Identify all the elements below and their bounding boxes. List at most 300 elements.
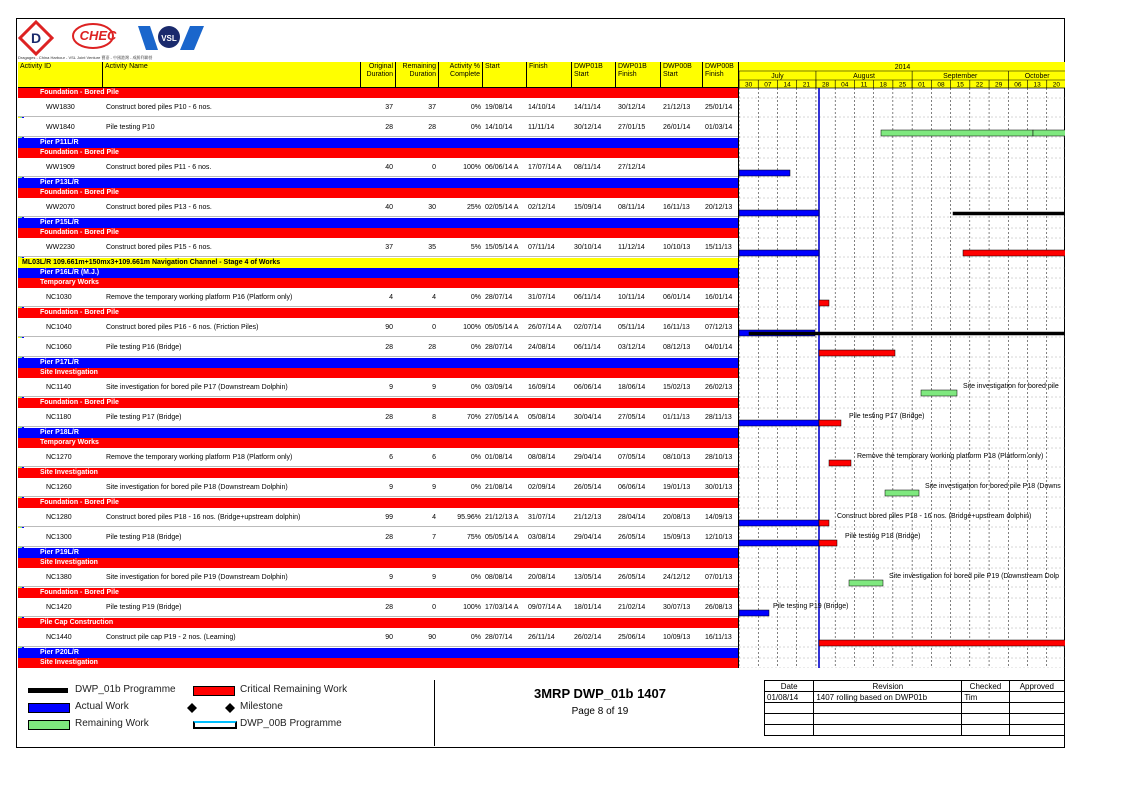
activity-id: NC1180 xyxy=(46,413,72,421)
wbs-band-label: Pier P19L/R xyxy=(40,549,79,556)
original-duration: 37 xyxy=(385,243,393,251)
remaining-duration: 28 xyxy=(428,343,436,351)
original-duration: 6 xyxy=(389,453,393,461)
timescale-year: 2014 xyxy=(894,64,911,71)
start-date: 21/12/13 A xyxy=(485,513,519,521)
legend-swatch-dwp01b xyxy=(28,688,68,693)
timescale-day: 01 xyxy=(918,81,926,89)
start-date: 02/05/14 A xyxy=(485,203,519,211)
legend-dwp01b: DWP_01b Programme xyxy=(75,684,176,695)
timescale-month: September xyxy=(943,73,978,80)
critical-bar xyxy=(819,520,829,526)
start-date: 27/05/14 A xyxy=(485,413,519,421)
legend-swatch-remaining xyxy=(28,720,70,730)
percent-complete: 100% xyxy=(463,163,481,171)
remaining-duration: 9 xyxy=(432,573,436,581)
legend-swatch-milestone xyxy=(186,702,246,714)
legend-swatch-actual xyxy=(28,703,70,713)
percent-complete: 70% xyxy=(466,413,481,421)
dwp01b-start: 21/12/13 xyxy=(574,513,602,521)
activity-row[interactable] xyxy=(18,528,738,547)
gantt-chart xyxy=(738,62,1065,668)
percent-complete: 0% xyxy=(470,293,481,301)
activity-row[interactable] xyxy=(18,378,738,397)
original-duration: 28 xyxy=(385,343,393,351)
finish-date: 07/11/14 xyxy=(528,243,555,251)
legend-actual: Actual Work xyxy=(75,701,129,712)
logo-dragages: D xyxy=(30,30,42,46)
dwp01b-start: 06/11/14 xyxy=(574,343,601,351)
dwp01b-finish: 26/05/14 xyxy=(618,573,646,581)
finish-date: 31/07/14 xyxy=(528,293,556,301)
activity-name: Pile testing P10 xyxy=(106,123,155,131)
wbs-band[interactable] xyxy=(18,308,738,318)
wbs-band-label: Foundation - Bored Pile xyxy=(40,189,119,196)
activity-id: NC1060 xyxy=(46,343,72,351)
timescale-day: 06 xyxy=(1014,81,1022,89)
critical-bar xyxy=(963,250,1065,256)
gantt-canvas xyxy=(739,62,1065,668)
dwp01b-finish: 21/02/14 xyxy=(618,603,646,611)
activity-row[interactable] xyxy=(18,238,738,257)
timescale-day: 15 xyxy=(956,81,964,89)
bar-label: Remove the temporary working platform P18 (Platform only) xyxy=(857,453,1044,460)
original-duration: 40 xyxy=(385,163,393,171)
dwp00b-finish: 28/10/13 xyxy=(705,453,733,461)
rev-description: 1407 rolling based on DWP01b xyxy=(814,692,962,703)
dwp01b-finish: 08/11/14 xyxy=(618,203,645,211)
critical-bar xyxy=(819,350,895,356)
actual-bar xyxy=(739,170,790,176)
wbs-band-label: Site Investigation xyxy=(40,559,98,566)
bar-label: Site investigation for bored pile P19 (Downstream Dolp xyxy=(889,573,1060,580)
dwp00b-start: 21/12/13 xyxy=(663,103,691,111)
legend-swatch-critical xyxy=(193,686,235,696)
activity-row[interactable] xyxy=(18,318,738,337)
dwp00b-finish: 04/01/14 xyxy=(705,343,733,351)
col-finish[interactable]: Finish xyxy=(526,62,571,88)
wbs-band[interactable] xyxy=(18,268,738,278)
timescale-month: October xyxy=(1024,73,1050,80)
revision-block xyxy=(764,680,1065,748)
dwp01b-finish: 03/12/14 xyxy=(618,343,646,351)
dwp01b-start: 06/11/14 xyxy=(574,293,601,301)
activity-id: WW2070 xyxy=(46,203,75,211)
activity-id: NC1260 xyxy=(46,483,72,491)
activity-row[interactable] xyxy=(18,338,738,357)
activity-id: WW1840 xyxy=(46,123,75,131)
actual-bar xyxy=(739,540,819,546)
dwp00b-finish: 12/10/13 xyxy=(705,533,733,541)
activity-row[interactable] xyxy=(18,118,738,137)
col-original-duration[interactable]: Original Duration xyxy=(360,62,395,88)
page-number: Page 8 of 19 xyxy=(571,706,629,717)
activity-row[interactable] xyxy=(18,98,738,117)
finish-date: 26/11/14 xyxy=(528,633,555,641)
wbs-band-label: Temporary Works xyxy=(40,439,99,446)
original-duration: 9 xyxy=(389,483,393,491)
activity-name: Remove the temporary working platform P18 (Platform only) xyxy=(106,453,293,461)
remaining-bar xyxy=(921,390,957,396)
remaining-duration: 0 xyxy=(432,323,436,331)
col-dwp00b-finish[interactable]: DWP00B Finish xyxy=(702,62,738,88)
wbs-band[interactable] xyxy=(18,88,738,98)
dwp01b-finish: 05/11/14 xyxy=(618,323,645,331)
dwp01b-finish: 07/05/14 xyxy=(618,453,646,461)
original-duration: 90 xyxy=(385,633,393,641)
rev-checked: Tim xyxy=(962,692,1009,703)
legend-milestone: Milestone xyxy=(240,701,283,712)
remaining-bar xyxy=(885,490,919,496)
wbs-band-label: Pier P15L/R xyxy=(40,219,79,226)
col-dwp01b-finish[interactable]: DWP01B Finish xyxy=(615,62,660,88)
timescale-day: 07 xyxy=(764,81,772,89)
dwp01b-start: 26/02/14 xyxy=(574,633,602,641)
wbs-band[interactable] xyxy=(18,218,738,228)
critical-bar xyxy=(819,300,829,306)
wbs-band[interactable] xyxy=(18,548,738,558)
dwp00b-finish: 28/11/13 xyxy=(705,413,732,421)
timescale-day: 20 xyxy=(1052,81,1060,89)
dwp00b-finish xyxy=(705,158,738,176)
wbs-band-label: Foundation - Bored Pile xyxy=(40,399,119,406)
wbs-band-label: Site Investigation xyxy=(40,659,98,666)
activity-row[interactable] xyxy=(18,478,738,497)
original-duration: 28 xyxy=(385,123,393,131)
title-block xyxy=(434,680,765,746)
percent-complete: 0% xyxy=(470,453,481,461)
dwp00b-start: 06/01/14 xyxy=(663,293,691,301)
col-dwp00b-start[interactable]: DWP00B Start xyxy=(660,62,702,88)
remaining-duration: 90 xyxy=(428,633,436,641)
wbs-band[interactable] xyxy=(18,178,738,188)
timescale-day: 25 xyxy=(898,81,907,89)
wbs-band-label: Pier P16L/R (M.J.) xyxy=(40,269,100,276)
actual-bar xyxy=(739,250,819,256)
original-duration: 28 xyxy=(385,413,393,421)
rev-header-approved: Approved xyxy=(1009,681,1064,692)
wbs-band[interactable] xyxy=(18,438,738,448)
dwp01b-start: 26/05/14 xyxy=(574,483,602,491)
dwp01b-start: 06/06/14 xyxy=(574,383,602,391)
remaining-duration: 8 xyxy=(432,413,436,421)
report-title: 3MRP DWP_01b 1407 xyxy=(534,686,666,701)
start-date: 05/05/14 A xyxy=(485,323,519,331)
dwp00b-start: 30/07/13 xyxy=(663,603,691,611)
wbs-band[interactable] xyxy=(18,228,738,238)
dwp00b-finish: 07/12/13 xyxy=(705,323,733,331)
activity-row[interactable] xyxy=(18,508,738,527)
dwp00b-start xyxy=(663,158,703,176)
activity-id: NC1140 xyxy=(46,383,72,391)
percent-complete: 5% xyxy=(470,243,481,251)
original-duration: 4 xyxy=(389,293,393,301)
activity-name: Construct bored piles P16 - 6 nos. (Friction Piles) xyxy=(106,323,259,331)
critical-bar xyxy=(829,460,851,466)
original-duration: 9 xyxy=(389,573,393,581)
dwp00b-finish: 15/11/13 xyxy=(705,243,732,251)
wbs-band[interactable] xyxy=(18,618,738,628)
remaining-duration: 30 xyxy=(428,203,436,211)
revision-table xyxy=(764,680,1065,736)
remaining-duration: 9 xyxy=(432,383,436,391)
dwp00b-finish: 14/09/13 xyxy=(705,513,733,521)
finish-date: 17/07/14 A xyxy=(528,163,562,171)
activity-row[interactable] xyxy=(18,198,738,217)
percent-complete: 95.96% xyxy=(457,513,481,521)
dwp01b-finish: 27/05/14 xyxy=(618,413,646,421)
dwp01b-start: 02/07/14 xyxy=(574,323,602,331)
dwp01b-finish: 18/06/14 xyxy=(618,383,646,391)
remaining-duration: 4 xyxy=(432,513,436,521)
activity-id: WW2230 xyxy=(46,243,75,251)
timescale-day: 14 xyxy=(783,81,791,89)
wbs-band[interactable] xyxy=(18,588,738,598)
wbs-band[interactable] xyxy=(18,138,738,148)
dwp00b-start: 10/10/13 xyxy=(663,243,691,251)
legend-dwp00b: DWP_00B Programme xyxy=(240,718,342,729)
activity-name: Pile testing P17 (Bridge) xyxy=(106,413,182,421)
legend-critical: Critical Remaining Work xyxy=(240,684,348,695)
rev-date: 01/08/14 xyxy=(765,692,814,703)
remaining-duration: 9 xyxy=(432,483,436,491)
original-duration: 37 xyxy=(385,103,393,111)
activity-name: Site investigation for bored pile P18 (Downstream Dolphin) xyxy=(106,483,288,491)
wbs-band[interactable] xyxy=(18,558,738,568)
dwp01b-start: 15/09/14 xyxy=(574,203,602,211)
activity-name: Construct pile cap P19 - 2 nos. (Learning) xyxy=(106,633,236,641)
finish-date: 05/08/14 xyxy=(528,413,556,421)
activity-row[interactable] xyxy=(18,158,738,177)
rev-header-date: Date xyxy=(765,681,814,692)
activity-id: NC1380 xyxy=(46,573,72,581)
dwp01b-start: 08/11/14 xyxy=(574,163,601,171)
remaining-duration: 37 xyxy=(428,103,436,111)
activity-name: Construct bored piles P10 - 6 nos. xyxy=(106,103,212,111)
percent-complete: 100% xyxy=(463,323,481,331)
start-date: 15/05/14 A xyxy=(485,243,519,251)
wbs-band-label: ML03L/R 109.661m+150mx3+109.661m Navigation Channel - Stage 4 of Works xyxy=(22,259,281,266)
activity-id: NC1300 xyxy=(46,533,72,541)
wbs-band-label: Foundation - Bored Pile xyxy=(40,149,119,156)
dwp00b-start: 20/08/13 xyxy=(663,513,691,521)
actual-bar xyxy=(739,420,819,426)
start-date: 03/09/14 xyxy=(485,383,513,391)
actual-bar xyxy=(739,610,769,616)
dwp01b-bar xyxy=(953,212,1065,215)
timescale-day: 11 xyxy=(860,81,868,89)
wbs-band[interactable] xyxy=(18,398,738,408)
wbs-band-label: Foundation - Bored Pile xyxy=(40,89,119,96)
original-duration: 9 xyxy=(389,383,393,391)
col-remaining-duration[interactable]: Remaining Duration xyxy=(395,62,438,88)
activity-id: NC1420 xyxy=(46,603,72,611)
dwp01b-finish: 10/11/14 xyxy=(618,293,645,301)
original-duration: 28 xyxy=(385,533,393,541)
dwp01b-start: 14/11/14 xyxy=(574,103,601,111)
percent-complete: 0% xyxy=(470,123,481,131)
wbs-band[interactable] xyxy=(18,428,738,438)
dwp01b-finish: 26/05/14 xyxy=(618,533,646,541)
start-date: 28/07/14 xyxy=(485,293,513,301)
dwp01b-start: 30/10/14 xyxy=(574,243,602,251)
rev-header-revision: Revision xyxy=(814,681,962,692)
percent-complete: 100% xyxy=(463,603,481,611)
wbs-band[interactable] xyxy=(18,358,738,368)
dwp01b-finish: 27/01/15 xyxy=(618,123,646,131)
activity-row[interactable] xyxy=(18,598,738,617)
rev-header-checked: Checked xyxy=(962,681,1009,692)
col-dwp01b-start[interactable]: DWP01B Start xyxy=(571,62,615,88)
start-date: 19/08/14 xyxy=(485,103,513,111)
legend-remaining: Remaining Work xyxy=(75,718,149,729)
original-duration: 90 xyxy=(385,323,393,331)
start-date: 28/07/14 xyxy=(485,633,513,641)
wbs-band-label: Pier P17L/R xyxy=(40,359,79,366)
logo-vsl: VSL xyxy=(161,34,177,43)
finish-date: 31/07/14 xyxy=(528,513,556,521)
dwp00b-start: 16/11/13 xyxy=(663,323,690,331)
finish-date: 08/08/14 xyxy=(528,453,556,461)
wbs-band-label: Temporary Works xyxy=(40,279,99,286)
timescale-day: 30 xyxy=(745,81,753,89)
activity-name: Construct bored piles P15 - 6 nos. xyxy=(106,243,212,251)
dwp00b-start: 16/11/13 xyxy=(663,203,690,211)
wbs-band-label: Foundation - Bored Pile xyxy=(40,589,119,596)
dwp00b-start: 10/09/13 xyxy=(663,633,691,641)
bar-label: Pile testing P19 (Bridge) xyxy=(773,603,849,610)
wbs-band[interactable] xyxy=(18,468,738,478)
percent-complete: 75% xyxy=(466,533,481,541)
actual-bar xyxy=(739,520,819,526)
original-duration: 99 xyxy=(385,513,393,521)
start-date: 17/03/14 A xyxy=(485,603,519,611)
dwp00b-finish: 20/12/13 xyxy=(705,203,733,211)
activity-row[interactable] xyxy=(18,448,738,467)
wbs-band-label: Pier P18L/R xyxy=(40,429,79,436)
percent-complete: 0% xyxy=(470,343,481,351)
timescale-day: 29 xyxy=(995,81,1003,89)
critical-bar xyxy=(819,640,1065,646)
dwp01b-start: 29/04/14 xyxy=(574,453,602,461)
rev-approved xyxy=(1009,692,1064,703)
percent-complete: 25% xyxy=(466,203,481,211)
logo-tagline: Dragages - China Harbour - VSL Joint Venture 寶嘉 - 中國港灣 - 威勝利聯營 xyxy=(18,55,153,60)
finish-date: 02/12/14 xyxy=(528,203,556,211)
finish-date: 11/11/14 xyxy=(528,123,555,131)
wbs-band[interactable] xyxy=(18,148,738,158)
remaining-duration: 4 xyxy=(432,293,436,301)
finish-date: 20/08/14 xyxy=(528,573,556,581)
percent-complete: 0% xyxy=(470,103,481,111)
wbs-band[interactable] xyxy=(18,648,738,658)
critical-bar xyxy=(819,420,841,426)
dwp00b-start: 15/02/13 xyxy=(663,383,691,391)
bar-label: Pile testing P17 (Bridge) xyxy=(849,413,925,420)
dwp00b-start: 15/09/13 xyxy=(663,533,691,541)
activity-name: Pile testing P16 (Bridge) xyxy=(106,343,182,351)
timescale-day: 21 xyxy=(802,81,810,89)
wbs-band[interactable] xyxy=(18,258,738,268)
bar-label: Site investigation for bored pile xyxy=(963,383,1059,390)
activity-id: NC1040 xyxy=(46,323,72,331)
bar-label: Construct bored piles P18 - 16 nos. (Bridge+upstream dolphin) xyxy=(837,513,1032,520)
col-activity-id[interactable]: Activity ID xyxy=(20,63,52,70)
dwp00b-finish: 01/03/14 xyxy=(705,123,733,131)
col-percent-complete[interactable]: Activity % Complete xyxy=(438,62,482,88)
dwp00b-start: 08/10/13 xyxy=(663,453,691,461)
start-date: 14/10/14 xyxy=(485,123,513,131)
logo-chec: CHEC xyxy=(79,28,117,43)
timescale-day: 08 xyxy=(937,81,945,89)
wbs-band-label: Foundation - Bored Pile xyxy=(40,229,119,236)
activity-name: Pile testing P18 (Bridge) xyxy=(106,533,182,541)
wbs-band-label: Pile Cap Construction xyxy=(40,619,114,626)
start-date: 08/08/14 xyxy=(485,573,513,581)
remaining-duration: 6 xyxy=(432,453,436,461)
legend xyxy=(18,680,433,746)
dwp00b-start: 08/12/13 xyxy=(663,343,691,351)
dwp00b-finish: 16/11/13 xyxy=(705,633,732,641)
wbs-band-label: Site Investigation xyxy=(40,469,98,476)
activity-row[interactable] xyxy=(18,568,738,587)
start-date: 21/08/14 xyxy=(485,483,513,491)
wbs-band[interactable] xyxy=(18,498,738,508)
start-date: 01/08/14 xyxy=(485,453,513,461)
activity-id: NC1440 xyxy=(46,633,72,641)
col-activity-name[interactable]: Activity Name xyxy=(102,62,360,88)
remaining-duration: 35 xyxy=(428,243,436,251)
finish-date: 09/07/14 A xyxy=(528,603,562,611)
remaining-bar xyxy=(881,130,1033,136)
timescale-day: 13 xyxy=(1033,81,1041,89)
dwp00b-start: 01/11/13 xyxy=(663,413,690,421)
activity-name: Construct bored piles P13 - 6 nos. xyxy=(106,203,212,211)
timescale-day: 04 xyxy=(841,81,849,89)
finish-date: 24/08/14 xyxy=(528,343,556,351)
wbs-band-label: Foundation - Bored Pile xyxy=(40,499,119,506)
finish-date: 14/10/14 xyxy=(528,103,556,111)
wbs-band-label: Site Investigation xyxy=(40,369,98,376)
legend-swatch-dwp00b xyxy=(193,721,237,729)
wbs-band[interactable] xyxy=(18,658,738,668)
critical-bar xyxy=(819,540,837,546)
activity-id: NC1270 xyxy=(46,453,72,461)
wbs-band[interactable] xyxy=(18,188,738,198)
wbs-band[interactable] xyxy=(18,278,738,288)
wbs-band-label: Pier P13L/R xyxy=(40,179,79,186)
col-start[interactable]: Start xyxy=(482,62,526,88)
dwp01b-finish: 25/06/14 xyxy=(618,633,646,641)
start-date: 06/06/14 A xyxy=(485,163,519,171)
finish-date: 03/08/14 xyxy=(528,533,556,541)
timescale-month: July xyxy=(771,73,784,80)
activity-id: NC1030 xyxy=(46,293,72,301)
dwp01b-start: 18/01/14 xyxy=(574,603,602,611)
activity-row[interactable] xyxy=(18,408,738,427)
percent-complete: 0% xyxy=(470,573,481,581)
timescale-month: August xyxy=(853,73,875,80)
percent-complete: 0% xyxy=(470,483,481,491)
activity-row[interactable] xyxy=(18,288,738,307)
activity-name: Construct bored piles P11 - 6 nos. xyxy=(106,163,212,171)
activity-id: NC1280 xyxy=(46,513,72,521)
wbs-band[interactable] xyxy=(18,368,738,378)
activity-row[interactable] xyxy=(18,628,738,647)
percent-complete: 0% xyxy=(470,383,481,391)
timescale-day: 22 xyxy=(975,81,984,89)
activity-name: Construct bored piles P18 - 16 nos. (Bridge+upstream dolphin) xyxy=(106,513,301,521)
